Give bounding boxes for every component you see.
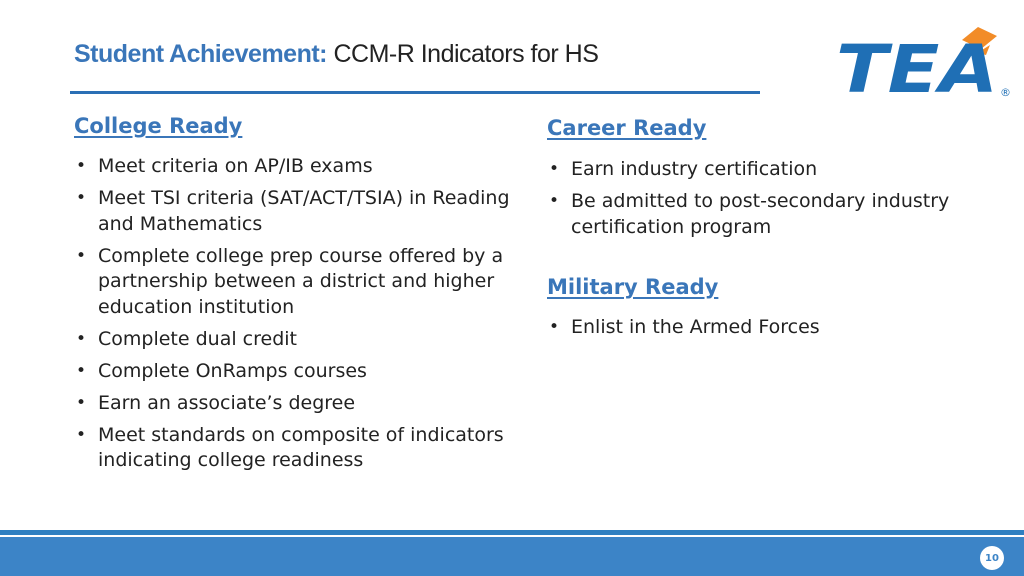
list-item: • Complete college prep course offered by a partnership between a district and higher education institution <box>74 244 514 321</box>
military-ready-list <box>547 315 1007 347</box>
list-item: • Earn industry certification <box>547 157 1007 183</box>
tea-logo <box>834 24 1014 104</box>
slide-title-rest: CCM-R Indicators for HS <box>327 40 599 68</box>
footer-bar <box>0 537 1024 576</box>
college-ready-list <box>74 154 514 480</box>
list-item: • Meet criteria on AP/IB exams <box>74 154 514 180</box>
list-item: • Enlist in the Armed Forces <box>547 315 1007 341</box>
slide-title <box>74 40 598 69</box>
career-ready-heading[interactable]: Career Ready <box>547 116 707 140</box>
list-item: • Be admitted to post-secondary industry certification program <box>547 189 1007 240</box>
list-item: • Complete dual credit <box>74 327 514 353</box>
college-ready-heading[interactable]: College Ready <box>74 114 243 138</box>
tea-logo-graphic <box>834 24 1014 104</box>
tea-logo-text: TEA <box>836 31 998 104</box>
career-ready-list <box>547 157 1007 247</box>
list-item: • Complete OnRamps courses <box>74 359 514 385</box>
list-item: • Meet standards on composite of indicators indicating college readiness <box>74 423 514 474</box>
slide-title-bold: Student Achievement: <box>74 40 328 68</box>
title-divider <box>70 91 760 94</box>
list-item: • Earn an associate’s degree <box>74 391 514 417</box>
military-ready-heading[interactable]: Military Ready <box>547 275 719 299</box>
page-number-badge: 10 <box>980 546 1004 570</box>
footer-divider <box>0 530 1024 535</box>
registered-mark: ® <box>1000 86 1011 99</box>
list-item: • Meet TSI criteria (SAT/ACT/TSIA) in Reading and Mathematics <box>74 186 514 237</box>
